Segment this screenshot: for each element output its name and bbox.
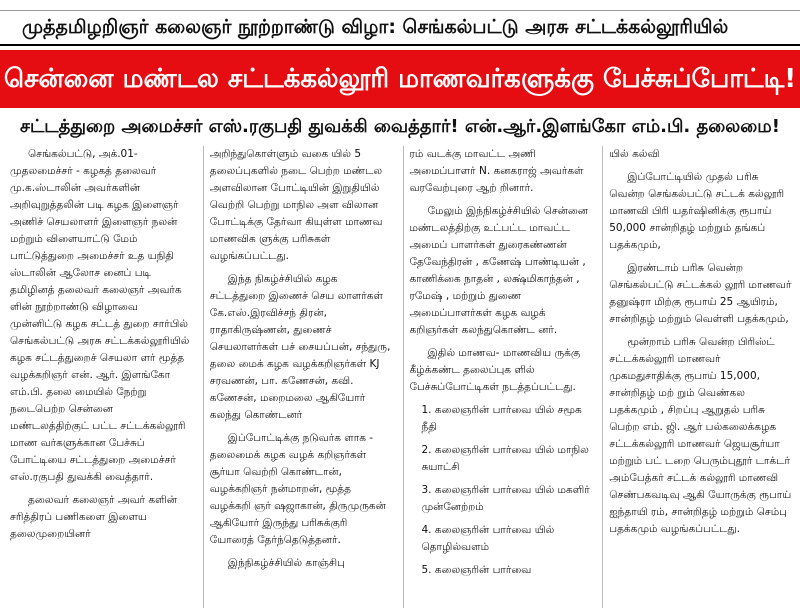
headline: சென்னை மண்டல சட்டக்கல்லூரி மாணவர்களுக்கு பேச்சுப்போட்டி!	[3, 64, 797, 94]
top-strip	[0, 0, 800, 11]
paragraph: மூன்றாம் பரிசு வென்ற பிரிஸ்ட் சட்டக்கல்லூரி மாணவர் முகமதுசாதிக்கு ரூபாய் 15,000, சான்றிதழ் மற் றும் வெண்கல பதக்கமும் , சிறப்பு ஆறுதல் பரிசு பெற்ற எம். ஜி. ஆர் பல்கலைக்கழக சட்டக்கல்லூரி மாணவர் ஜெயசூர்யா மற்றும் பட் டறை பெரும்புதூர் டாக்டர் அம்பேத்கர் சட்டக் கல்லூரி மாணவி செண்பகவடிவு ஆகி யோருக்கு ரூபாய் ஐந்தாயி ரம், சான்றிதழ் மற்றும் செம்பு பதக்கமும் வழங்கப்பட்டது.	[609, 336, 792, 535]
subheadline: சட்டத்துறை அமைச்சர் எஸ்.ரகுபதி துவக்கி வைத்தார்! என்.ஆர்.இளங்கோ எம்.பி. தலைமை!	[20, 116, 780, 137]
paragraph: மேலும் இந்நிகழ்ச்சியில் சென்னை மண்டலத்திற்கு உட்பட்ட மாவட்ட அமைப் பாளர்கள் துரைகண்ணன் தேவேந்திரன் , கணேஷ் பாண்டியன் , காணிக்கை நாதன் , லக்ஷ்மிகாந்தன் , ரமேஷ் , மற்றும் துணை அமைப்பாளர்கள் கழக வழக் கறிஞர்கள் கலந்துகொண்ட னர்.	[409, 205, 588, 336]
article-columns	[10, 146, 792, 608]
paragraph: இப்போட்டிக்கு நடுவர்க ளாக - தலைமைக் கழக வழக் கறிஞர்கள் சூர்யா வெற்றி கொண்டான், வழக்கறிஞர் நன்மாறன், மூத்த வழக்கறி ஞர் ஷஜாகான், திருமுருகன் ஆகியோர் இருந்து பரிசுக்குரி யோரைத் தேர்ந்தெடுத்தனர்.	[209, 432, 386, 546]
paragraph: செங்கல்பட்டு, அக்.01- முதலமைச்சர் - கழகத் தலைவர் மு.க.ஸ்டாலின் அவர்களின் அறிவுறுத்தலின் படி கழக இளைஞர் அணிச் செயலாளர் இளைஞர் நலன் மற்றும் விளையாட்டு மேம் பாட்டுத்துறை அமைச்சர் உத யநிதி ஸ்டாலின் ஆலோச னைப் படி தமிழினத் தலைவர் கலைஞர் அவர்க ளின் நூற்றாண்டு விழாவை முன்னிட்டு கழக சட்டத் துறை சார்பில் செங்கல்பட்டு அரசு சட்டக்கல்லூரியில் கழக சட்டத்துறைச் செயலா ளர் மூத்த வழக்கறிஞர் என். ஆர். இளங்கோ எம்.பி. தலை மையில் நேற்று நடைபெற்ற சென்னை மண்டலத்திற்குட் பட்ட சட்டக்கல்லூரி மாண வர்களுக்கான பேச்சுப் போட்டியை சட்டத்துறை அமைச்சர் எஸ்.ரகுபதி துவக்கி வைத்தார்.	[10, 148, 190, 483]
paragraph: ரம் வடக்கு மாவட்ட அணி அமைப்பாளர் N. கனகராஜ் அவர்கள் வரவேற்புரை ஆற் றினார்.	[409, 148, 584, 194]
list-item: 4. கலைஞரின் பார்வை யில் தொழில்வளம்	[421, 524, 555, 553]
paragraph: தலைவர் கலைஞர் அவர் களின் சரித்திரப் பணிகளை இளைய தலைமுறையினர்	[10, 494, 177, 540]
headline-band	[0, 50, 800, 108]
list-item: 2. கலைஞரின் பார்வை யில் மாநில சுயாட்சி	[421, 444, 589, 473]
paragraph: இந்நிகழ்ச்சியில் காஞ்சிபு	[227, 557, 345, 569]
paragraph: யில் கல்வி	[609, 148, 660, 160]
column-4	[602, 146, 792, 608]
paragraph: இதில் மாணவ- மாணவிய ருக்கு கீழ்க்கண்ட தலைப்புக ளில் பேச்சுப்போட்டிகள் நடத்தப்பட்டது.	[409, 347, 581, 393]
column-2	[203, 146, 393, 608]
list-item: 5. கலைஞரின் பார்வை	[421, 564, 532, 576]
column-1	[10, 146, 193, 608]
list-item: 1. கலைஞரின் பார்வை யில் சமூக நீதி	[421, 404, 582, 433]
list-item: 3. கலைஞரின் பார்வை யில் மகளிர் முன்னேற்றம்	[421, 484, 590, 513]
paragraph: இந்த நிகழ்ச்சியில் கழக சட்டத்துறை இணைச் செய லாளர்கள் கே.எஸ்.இரவிச்சந் திரன், ராதாகிருஷ்ணன், துணைச் செயலாளர்கள் பச் சையப்பன், சந்துரு, தலை மைக் கழக வழக்கறிஞர்கள் KJ சரவணன், பா. கணேசன், கவி. கணேசன், மறைமலை ஆகியோர் கலந்து கொண்டனர்	[209, 273, 391, 421]
kicker-line: முத்தமிழறிஞர் கலைஞர் நூற்றாண்டு விழா: செங்கல்பட்டு அரசு சட்டக்கல்லூரியில்	[22, 16, 729, 38]
paragraph: இரண்டாம் பரிசு வென்ற செங்கல்பட்டு சட்டக்கல் லூரி மாணவர் தனுஷ்ரா மிற்கு ரூபாய் 25 ஆயிரம், சான்றிதழ் மற்றும் வெள்ளி பதக்கமும்,	[609, 262, 792, 325]
paragraph: அறிந்துகொள்ளும் வகை யில் 5 தலைப்புகளில் நடை பெற்ற மண்டல அளவிலான போட்டியின் இறுதியில் வெற்றி பெற்று மாநில அள விலான போட்டிக்கு தேர்வா கியுள்ள மாணவ மாணவிக ளுக்கு பரிசுகள் வழங்கப்பட்டது.	[209, 148, 383, 262]
paragraph: இப்போட்டியில் முதல் பரிசு வென்ற செங்கல்பட்டு சட்டக் கல்லூரி மாணவி பிரி யதர்ஷினிக்கு ரூபாய் 50,000 சான்றிதழ் மற்றும் தங்கப் பதக்கமும்,	[609, 171, 785, 251]
topics-list	[410, 402, 593, 579]
column-3	[403, 146, 593, 608]
divider	[0, 44, 800, 46]
